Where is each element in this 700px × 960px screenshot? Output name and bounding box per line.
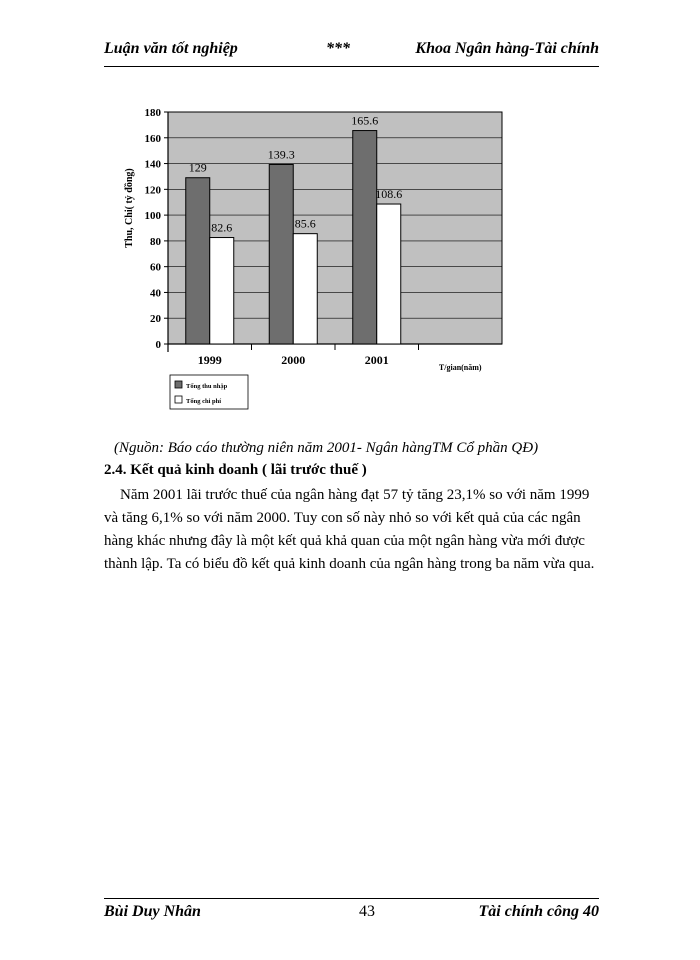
y-tick-label: 0 (155, 339, 161, 351)
header-rule (104, 66, 599, 67)
y-tick-label: 40 (150, 287, 161, 300)
page-footer (104, 903, 599, 927)
bar (269, 164, 293, 344)
body-paragraph (104, 484, 600, 576)
y-tick-label: 120 (144, 184, 161, 197)
legend-swatch (175, 396, 182, 403)
paragraph-line: và tăng 6,1% so với năm 2000. Tuy con số này nhỏ so với kết quả của các ngân (104, 510, 581, 526)
data-label: 85.6 (294, 216, 316, 231)
y-tick-label: 160 (144, 132, 161, 145)
y-tick-label: 60 (150, 261, 161, 274)
x-tick-label: 2001 (364, 353, 389, 367)
x-axis-title: T/gian(năm) (438, 363, 482, 372)
footer-author: Bùi Duy Nhân (104, 903, 201, 920)
x-tick-label: 1999 (197, 353, 222, 367)
header-separator: *** (326, 40, 350, 57)
footer-course: Tài chính công 40 (478, 903, 599, 920)
data-label: 108.6 (375, 187, 403, 202)
paragraph-line: Năm 2001 lãi trước thuế của ngân hàng đạt 57 tỷ tăng 23,1% so với năm 1999 (120, 487, 590, 503)
data-label: 129 (188, 160, 207, 175)
y-axis-title: Thu, Chi( tỷ đồng) (124, 168, 135, 248)
source-note: (Nguồn: Báo cáo thường niên năm 2001- Ngân hàngTM Cổ phần QĐ) (114, 440, 539, 456)
y-tick-label: 180 (144, 107, 161, 119)
bar (293, 234, 317, 344)
page-number: 43 (359, 903, 375, 920)
section-title: 2.4. Kết quả kinh doanh ( lãi trước thuế ) (104, 462, 367, 478)
paragraph-line: thành lập. Ta có biểu đồ kết quả kinh doanh của ngân hàng trong ba năm vừa qua. (104, 556, 595, 572)
x-tick-label: 2000 (281, 353, 306, 367)
page-header (104, 40, 599, 64)
bar (377, 204, 401, 344)
y-tick-label: 80 (150, 235, 161, 248)
y-tick-label: 20 (150, 313, 161, 326)
bar (353, 131, 377, 344)
legend-label: Tổng chi phí (186, 398, 222, 405)
legend-swatch (175, 381, 182, 388)
y-tick-label: 100 (144, 210, 161, 223)
paragraph-line: hàng khác nhưng đây là một kết quả khả quan của một ngân hàng vừa mới được (104, 533, 585, 549)
data-label: 139.3 (267, 147, 295, 162)
legend-label: Tổng thu nhập (186, 383, 228, 390)
data-label: 82.6 (211, 220, 233, 235)
header-thesis-label: Luận văn tốt nghiệp (104, 40, 238, 57)
header-faculty-label: Khoa Ngân hàng-Tài chính (415, 40, 599, 57)
bar (210, 238, 234, 344)
footer-rule (104, 898, 599, 899)
bar (186, 178, 210, 344)
y-tick-label: 140 (144, 158, 161, 171)
data-label: 165.6 (351, 113, 379, 128)
income-expense-chart (100, 92, 520, 412)
